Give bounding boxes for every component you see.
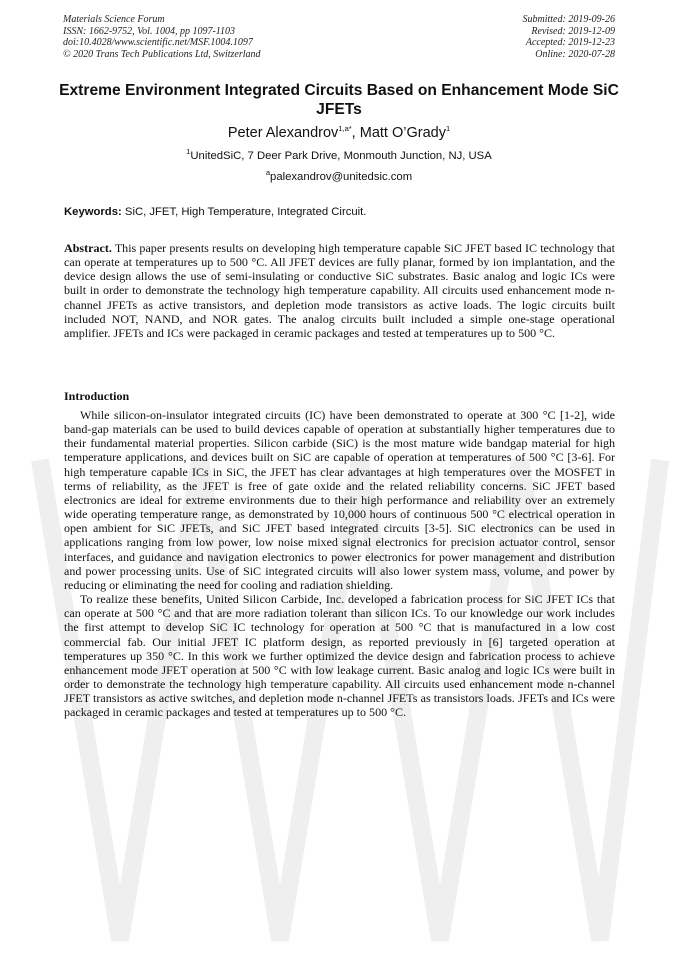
introduction-body — [64, 408, 615, 719]
affiliation-text: UnitedSiC, 7 Deer Park Drive, Monmouth Junction, NJ, USA — [190, 150, 492, 162]
date-submitted: Submitted: 2019-09-26 — [522, 14, 615, 25]
date-online: Online: 2020-07-28 — [535, 48, 615, 60]
section-heading-introduction: Introduction — [64, 389, 130, 403]
author-affiliation-mark: 1,a* — [338, 124, 352, 134]
paragraph: To realize these benefits, United Silicon Carbide, Inc. developed a fabrication process for SiC JFET ICs that can operate at 500 °C and that are more radiation tolerant than silicon ICs. To our knowledge our work includes the first attempt to develop SiC IC technology for operation at 500 °C that is manufactured in a low cost commercial fab. Our initial JFET IC platform design, as reported previously in [6] targeted operation at temperatures up 350 °C. In this work we further optimized the device design and fabrication process to achieve enhancement mode JFET operation at 500 °C with low leakage current. Basic analog and logic ICs were built in order to demonstrate the technology high temperature capability. All circuits used enhancement mode n-channel JFET transistors as active switches, and depletion mode n-channel JFETs as transistors loads. JFETs and ICs were packaged in ceramic packages and tested at temperatures up to 500 °C. — [64, 592, 615, 720]
journal-copyright: © 2020 Trans Tech Publications Ltd, Switzerland — [63, 48, 261, 60]
date-revised: Revised: 2019-12-09 — [531, 25, 615, 37]
journal-doi: doi:10.4028/www.scientific.net/MSF.1004.1097 — [63, 37, 253, 48]
abstract-text: This paper presents results on developing high temperature capable SiC JFET based IC technology that can operate at temperatures up to 500 °C. All JFET devices are fully planar, formed by ion implantation, and the device design allows the use of semi-insulating or conductive SiC substrates. Basic analog and logic ICs were built in order to demonstrate the technology high temperature capability. All circuits used enhancement mode n-channel JFETs as active transistors, and depletion mode transistors as active loads. The logic circuits built included NOT, NAND, and NOR gates. The analog circuits built included a simple one-stage operational amplifier. JFETs and ICs were packaged in ceramic packages and tested at temperatures up to 500 °C. — [64, 241, 615, 340]
affiliation — [55, 149, 623, 163]
author-name: Peter Alexandrov — [227, 125, 339, 141]
author-affiliation-mark: 1 — [445, 124, 451, 134]
publication-dates — [523, 14, 616, 60]
keywords-text: SiC, JFET, High Temperature, Integrated Circuit. — [121, 206, 367, 218]
abstract — [64, 241, 615, 340]
abstract-label: Abstract. — [64, 241, 112, 255]
email-mark: a — [265, 168, 271, 178]
paragraph: While silicon-on-insulator integrated circuits (IC) have been demonstrated to operate at 300 °C [1-2], wide band-gap materials can be used to build devices capable of operation at substantially higher temperatures due to their fundamental material properties. Silicon carbide (SiC) is the most mature wide bandgap material for high temperature applications, and devices built on SiC are capable of operation at temperatures of 500 °C [3-6]. For high temperature capable ICs in SiC, the JFET has clear advantages at high temperatures over the MOSFET in terms of reliability, as the JFET is free of gate oxide and the related reliability concerns. SiC JFET based electronics are ideal for extreme environments due to their high performance and reliability over an extremely wide operating temperature range, as demonstrated by 10,000 hours of continuous 500 °C electrical operation in open ambient for SiC JFETs, and SiC JFET based integrated circuits [3-5]. SiC electronics can be used in applications ranging from low power, low noise mixed signal electronics for precision actuator control, sensor interfaces, and guidance and navigation electronics to power electronics for power management and distribution and power processing units. Use of SiC integrated circuits will also lower system mass, volume, and power by reducing or eliminating the need for cooling and radiation shielding. — [64, 408, 615, 592]
affiliation-mark: 1 — [186, 147, 191, 157]
keywords-label: Keywords: — [64, 206, 122, 218]
author-name: Matt O’Grady — [359, 125, 446, 141]
email-text: palexandrov@unitedsic.com — [270, 171, 413, 183]
paper-title: Extreme Environment Integrated Circuits Based on Enhancement Mode SiC JFETs — [59, 82, 619, 118]
author-email — [55, 170, 623, 184]
author-list — [55, 124, 623, 142]
date-accepted: Accepted: 2019-12-23 — [525, 37, 615, 48]
author-separator: , — [351, 125, 360, 141]
journal-info — [63, 14, 261, 60]
journal-issn: ISSN: 1662-9752, Vol. 1004, pp 1097-1103 — [63, 25, 236, 37]
keywords — [64, 205, 614, 219]
journal-name: Materials Science Forum — [63, 14, 165, 25]
